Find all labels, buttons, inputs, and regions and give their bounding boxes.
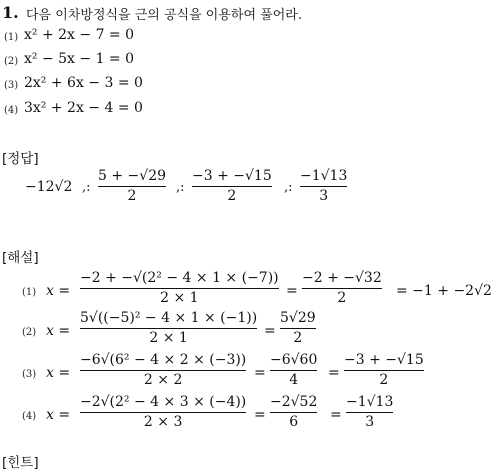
explanation-lhs-4: x = bbox=[46, 407, 71, 423]
explanation-label-1: (1) bbox=[22, 287, 37, 298]
problem-instruction: 다음 이차방정식을 근의 공식을 이용하여 풀어라. bbox=[26, 8, 302, 23]
explanation-lhs-3: x = bbox=[46, 365, 71, 381]
explanation-2-fraction-1 bbox=[80, 310, 257, 347]
equals-sign: = bbox=[264, 323, 276, 339]
equals-sign: = bbox=[254, 365, 266, 381]
answer-separator-3: ,: bbox=[284, 180, 293, 195]
explanation-lhs-2: x = bbox=[46, 323, 71, 339]
fraction-bar bbox=[302, 288, 382, 289]
answer-fraction-1 bbox=[98, 168, 166, 205]
explanation-4-f3-num: −1√13 bbox=[346, 394, 394, 410]
answer-fraction-2-den: 2 bbox=[227, 188, 237, 204]
problem-label-3: (3) bbox=[4, 80, 19, 91]
equals-sign: = bbox=[286, 283, 298, 299]
explanation-3-fraction-1 bbox=[80, 352, 246, 389]
problem-label-4: (4) bbox=[4, 105, 19, 116]
fraction-bar bbox=[300, 186, 347, 187]
explanation-1-f2-num: −2 + −√32 bbox=[302, 270, 382, 286]
answer-fraction-2 bbox=[192, 168, 272, 205]
equals-sign: = bbox=[328, 365, 340, 381]
explanation-2-f1-num: 5√((−5)² − 4 × 1 × (−1)) bbox=[80, 310, 258, 326]
problem-label-1: (1) bbox=[4, 32, 19, 43]
fraction-bar bbox=[80, 328, 257, 329]
problem-equation-4: 3x² + 2x − 4 = 0 bbox=[24, 100, 143, 116]
fraction-bar bbox=[270, 370, 317, 371]
fraction-bar bbox=[80, 288, 279, 289]
explanation-2-f1-den: 2 × 1 bbox=[149, 330, 188, 346]
explanation-3-fraction-3 bbox=[344, 352, 424, 389]
explanation-label-2: (2) bbox=[22, 327, 37, 338]
answer-fraction-1-num: 5 + −√29 bbox=[98, 168, 167, 184]
equals-sign: = bbox=[330, 407, 342, 423]
explanation-4-fraction-3 bbox=[346, 394, 393, 431]
fraction-bar bbox=[192, 186, 272, 187]
answer-heading: [정답] bbox=[2, 151, 39, 167]
explanation-4-f3-den: 3 bbox=[365, 414, 375, 430]
problem-equation-3: 2x² + 6x − 3 = 0 bbox=[24, 75, 143, 91]
fraction-bar bbox=[80, 412, 246, 413]
fraction-bar bbox=[344, 370, 424, 371]
explanation-2-fraction-2 bbox=[280, 310, 316, 347]
explanation-4-f2-den: 6 bbox=[289, 414, 299, 430]
problem-number: 1. bbox=[2, 3, 19, 22]
answer-fraction-3-num: −1√13 bbox=[300, 168, 348, 184]
explanation-heading: [해설] bbox=[2, 250, 39, 266]
fraction-bar bbox=[98, 186, 166, 187]
explanation-2-f2-num: 5√29 bbox=[280, 310, 316, 326]
explanation-3-fraction-2 bbox=[270, 352, 317, 389]
explanation-label-3: (3) bbox=[22, 369, 37, 380]
explanation-1-f1-num: −2 + −√(2² − 4 × 1 × (−7)) bbox=[80, 270, 279, 286]
explanation-4-f1-den: 2 × 3 bbox=[143, 414, 183, 430]
answer-separator-1: ,: bbox=[82, 180, 91, 195]
answer-fraction-3-den: 3 bbox=[319, 188, 329, 204]
fraction-bar bbox=[280, 328, 316, 329]
explanation-label-4: (4) bbox=[22, 411, 37, 422]
explanation-2-f2-den: 2 bbox=[293, 330, 303, 346]
answer-fraction-2-num: −3 + −√15 bbox=[192, 168, 272, 184]
fraction-bar bbox=[80, 370, 246, 371]
fraction-bar bbox=[346, 412, 393, 413]
explanation-3-f3-num: −3 + −√15 bbox=[344, 352, 424, 368]
explanation-3-f1-num: −6√(6² − 4 × 2 × (−3)) bbox=[80, 352, 247, 368]
explanation-1-f1-den: 2 × 1 bbox=[160, 290, 199, 306]
equals-sign: = bbox=[254, 407, 266, 423]
explanation-1-fraction-2 bbox=[302, 270, 382, 307]
explanation-lhs-1: x = bbox=[46, 283, 71, 299]
explanation-4-f2-num: −2√52 bbox=[270, 394, 318, 410]
answer-first: −12√2 bbox=[25, 179, 73, 195]
explanation-1-f2-den: 2 bbox=[337, 290, 347, 306]
answer-separator-2: ,: bbox=[176, 180, 185, 195]
explanation-4-fraction-2 bbox=[270, 394, 317, 431]
explanation-4-f1-num: −2√(2² − 4 × 3 × (−4)) bbox=[80, 394, 247, 410]
hint-heading: [힌트] bbox=[2, 455, 39, 471]
explanation-1-fraction-1 bbox=[80, 270, 279, 307]
answer-fraction-1-den: 2 bbox=[127, 188, 137, 204]
explanation-3-f2-num: −6√60 bbox=[270, 352, 318, 368]
answer-fraction-3 bbox=[300, 168, 347, 205]
problem-equation-1: x² + 2x − 7 = 0 bbox=[24, 27, 135, 43]
fraction-bar bbox=[270, 412, 317, 413]
explanation-3-f3-den: 2 bbox=[379, 372, 389, 388]
explanation-3-f1-den: 2 × 2 bbox=[143, 372, 183, 388]
explanation-4-fraction-1 bbox=[80, 394, 246, 431]
explanation-1-tail: = −1 + −2√2 bbox=[396, 283, 492, 299]
explanation-3-f2-den: 4 bbox=[289, 372, 299, 388]
problem-equation-2: x² − 5x − 1 = 0 bbox=[24, 51, 135, 67]
problem-label-2: (2) bbox=[4, 56, 19, 67]
